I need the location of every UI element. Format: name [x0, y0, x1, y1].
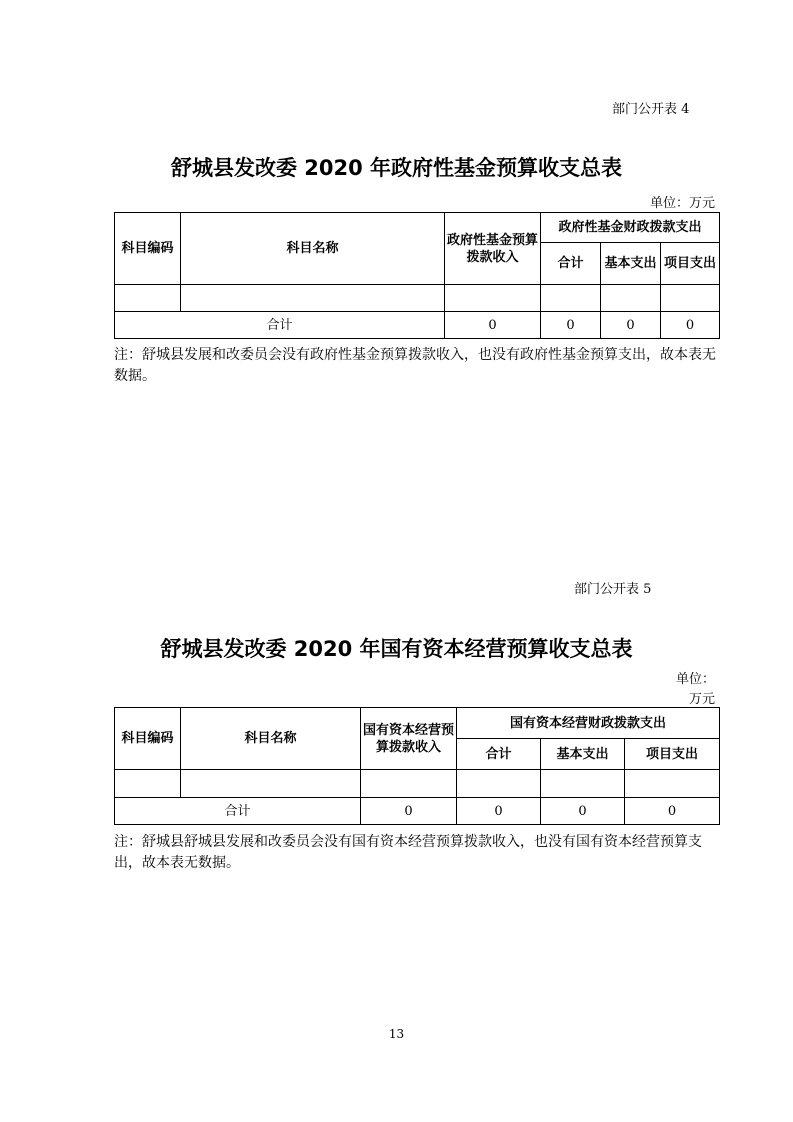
table4-unit: 单位：万元	[649, 196, 715, 211]
table-cell	[661, 285, 720, 312]
table4-total-label: 合计	[115, 312, 445, 339]
table5-total-income: 0	[361, 798, 457, 825]
table5-total-total: 0	[457, 798, 541, 825]
table-cell	[181, 285, 445, 312]
table4-header-name: 科目名称	[181, 213, 445, 285]
table-cell	[541, 770, 625, 798]
table5	[114, 707, 720, 825]
table5-total-label: 合计	[115, 798, 361, 825]
table-row	[115, 770, 720, 798]
table4-note: 注：舒城县发展和改委员会没有政府性基金预算拨款收入，也没有政府性基金预算支出，故本表无数据。	[114, 347, 716, 384]
table4-total-row	[115, 312, 720, 339]
table4-header-basic: 基本支出	[601, 243, 661, 285]
table-cell	[457, 770, 541, 798]
table4-header-expense-group: 政府性基金财政拨款支出	[541, 213, 720, 243]
table4-title: 舒城县发改委 2020 年政府性基金预算收支总表	[170, 156, 623, 180]
table5-tag: 部门公开表 5	[574, 582, 652, 597]
table4	[114, 212, 720, 339]
table5-note: 注：舒城县舒城县发展和改委员会没有国有资本经营预算拨款收入，也没有国有资本经营预算支出，故本表无数据。	[114, 834, 702, 871]
table4-header-project: 项目支出	[661, 243, 720, 285]
table5-header-project: 项目支出	[625, 739, 720, 770]
table5-header-expense-group: 国有资本经营财政拨款支出	[457, 708, 720, 739]
table-row	[115, 285, 720, 312]
table-cell	[115, 285, 181, 312]
table4-header-income: 政府性基金预算拨款收入	[445, 213, 541, 285]
table5-total-row	[115, 798, 720, 825]
table5-header-code: 科目编码	[115, 708, 181, 770]
table5-unit-line1: 单位：	[675, 672, 715, 687]
table-cell	[541, 285, 601, 312]
table4-total-basic: 0	[601, 312, 661, 339]
table-cell	[115, 770, 181, 798]
table-cell	[361, 770, 457, 798]
table4-header-total: 合计	[541, 243, 601, 285]
table4-tag: 部门公开表 4	[612, 102, 690, 117]
table5-header-income: 国有资本经营预算拨款收入	[361, 708, 457, 770]
table4-total-total: 0	[541, 312, 601, 339]
table5-title: 舒城县发改委 2020 年国有资本经营预算收支总表	[160, 637, 633, 661]
table-cell	[181, 770, 361, 798]
table5-header-total: 合计	[457, 739, 541, 770]
table5-total-basic: 0	[541, 798, 625, 825]
page-number: 13	[388, 1027, 405, 1041]
table4-header-code: 科目编码	[115, 213, 181, 285]
table4-total-project: 0	[661, 312, 720, 339]
table-cell	[601, 285, 661, 312]
table-cell	[445, 285, 541, 312]
table5-header-name: 科目名称	[181, 708, 361, 770]
table-cell	[625, 770, 720, 798]
table5-header-basic: 基本支出	[541, 739, 625, 770]
table5-unit-line2: 万元	[688, 692, 715, 707]
table4-total-income: 0	[445, 312, 541, 339]
table5-total-project: 0	[625, 798, 720, 825]
